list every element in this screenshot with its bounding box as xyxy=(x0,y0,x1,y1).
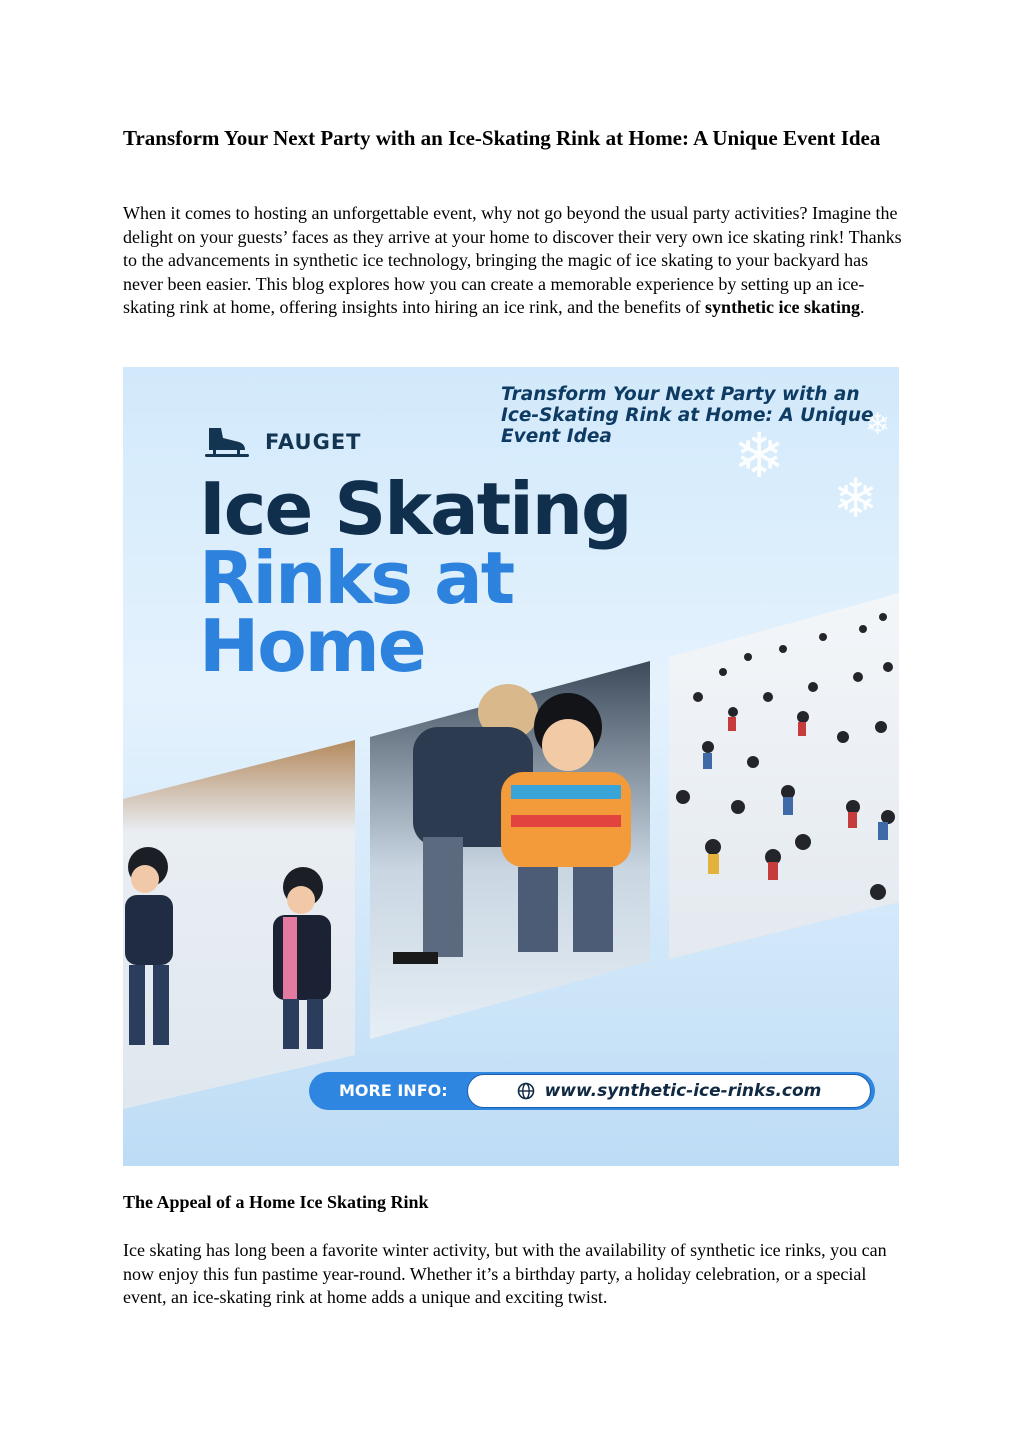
headline-line-1: Ice Skating xyxy=(199,467,631,551)
banner-subtitle: Transform Your Next Party with an Ice-Skating Rink at Home: A Unique Event Idea xyxy=(501,384,874,447)
snowflake-icon: ❄ xyxy=(865,407,891,442)
more-info-label: MORE INFO: xyxy=(339,1081,448,1100)
parent-child-skating-photo xyxy=(370,661,650,1039)
intro-text: When it comes to hosting an unforgettable event, why not go beyond the usual party activities? Imagine the delight on your guests’ faces as they arrive at your home to discover their very own ice skating rink! Thanks to the advancements in synthetic ice technology, bringing the magic of ice skating to your backyard has never been easier. This blog explores how you can create a memorable experience by setting up an ice-skating rink at home, offering insights into hiring an ice rink, and the benefits of xyxy=(123,203,902,318)
headline-line-2: Rinks at xyxy=(199,536,514,620)
children-skating-photo xyxy=(123,740,355,1109)
section-paragraph: Ice skating has long been a favorite winter activity, but with the availability of synthetic ice rinks, you can now enjoy this fun pastime year-round. Whether it’s a birthday party, a holiday celebration, or a special event, an ice-skating rink at home adds a unique and exciting twist. xyxy=(123,1240,887,1308)
brand-logo xyxy=(201,424,362,460)
section-heading: The Appeal of a Home Ice Skating Rink xyxy=(123,1192,429,1212)
ice-skate-icon xyxy=(201,424,251,460)
promo-banner-image xyxy=(123,367,899,1166)
article-title: Transform Your Next Party with an Ice-Skating Rink at Home: A Unique Event Idea xyxy=(123,126,881,150)
more-info-bar[interactable] xyxy=(309,1072,875,1110)
headline-line-3: Home xyxy=(199,604,425,688)
snowflake-icon: ❄ xyxy=(733,419,785,492)
intro-text-end: . xyxy=(860,297,865,318)
website-link[interactable] xyxy=(467,1074,871,1108)
website-url: www.synthetic-ice-rinks.com xyxy=(544,1081,822,1101)
synthetic-ice-skating-emphasis: synthetic ice skating xyxy=(705,297,861,318)
brand-name: FAUGET xyxy=(265,430,362,454)
intro-paragraph xyxy=(123,202,903,320)
crowd-skating-photo xyxy=(669,593,899,959)
snowflake-icon: ❄ xyxy=(833,467,879,530)
globe-icon xyxy=(517,1082,535,1100)
